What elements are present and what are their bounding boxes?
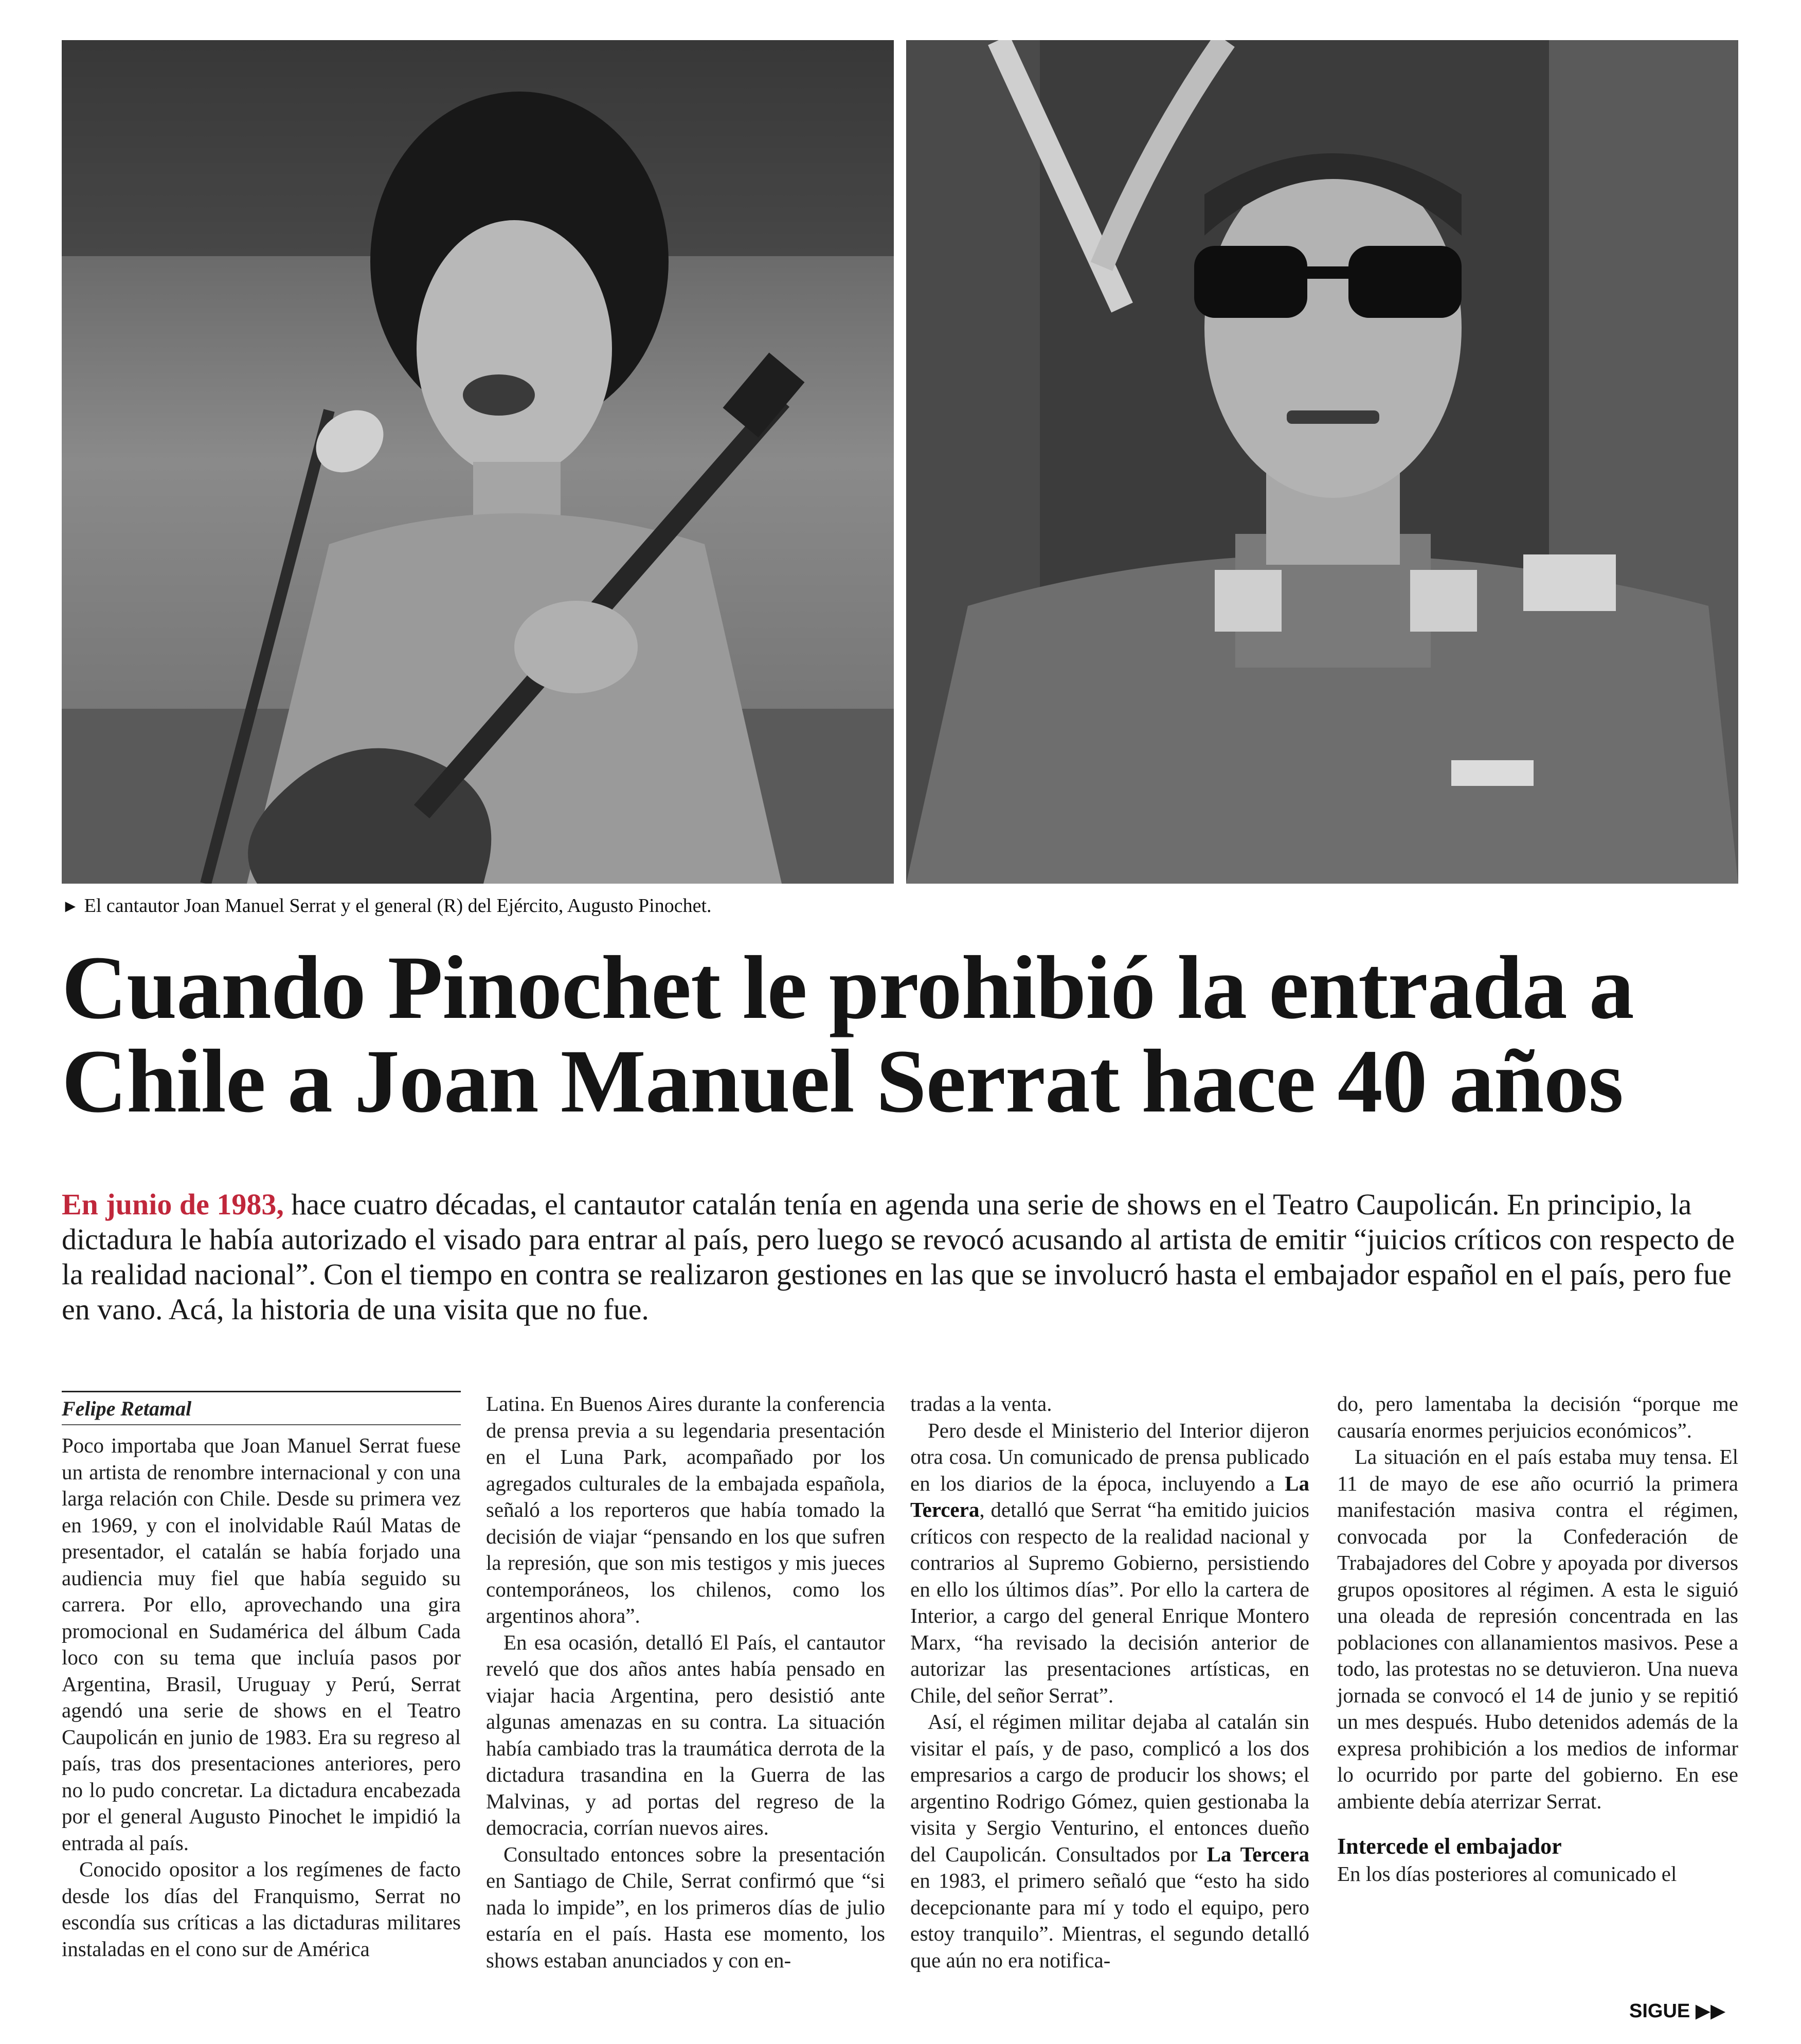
continue-marker: SIGUE ▶▶ <box>1629 2000 1726 2022</box>
paragraph-text: Así, el régimen militar dejaba al catalán sin visitar el país, y de paso, complicó a los dos empresarios a cargo de producir los shows; el argentino Rodrigo Gómez, quien gestionaba la visita y Sergio Venturino, el entonces dueño del Caupolicán. Consultados por <box>910 1710 1309 1866</box>
standfirst-lead: En junio de 1983, <box>62 1188 284 1221</box>
subheading: Intercede el embajador <box>1337 1834 1562 1859</box>
serrat-photo-illustration <box>62 40 894 884</box>
standfirst-text: hace cuatro décadas, el cantautor catalán tenía en agenda una serie de shows en el Teatro Caupolicán. En principio, la dictadura le había autorizado el visado para entrar al país, pero luego se revocó acusando al artista de emitir “juicios críticos con respecto de la realidad nacional”. Con el tiempo en contra se realizaron gestiones en las que se involucró hasta el embajador español en el país, pero fue en vano. Acá, la historia de una visita que no fue. <box>62 1188 1735 1326</box>
paragraph <box>910 1418 1309 1709</box>
caption-arrow-icon: ► <box>62 897 79 916</box>
paragraph: Consultado entonces sobre la presentación en Santiago de Chile, Serrat confirmó que “si nada lo impide”, en los primeros días de julio estaría en el país. Hasta ese momento, los shows estaban anunciados y con en- <box>486 1842 885 1972</box>
paragraph-text: en 1983, el primero señaló que “esto ha sido decepcionante para mí y todo el equipo, pero estoy tranquilo”. Mientras, el segundo detalló que aún no era notifica- <box>910 1869 1309 1972</box>
paragraph: La situación en el país estaba muy tensa. El 11 de mayo de ese año ocurrió la primera manifestación masiva contra el régimen, convocada por la Confederación de Trabajadores del Cobre y apoyada por diversos grupos opositores al régimen. A esta le siguió una oleada de represión concentrada en las poblaciones con allanamientos masivos. Pese a todo, las protestas no se detuvieron. Una nueva jornada se convocó el 14 de junio y se repitió un mes después. Hubo detenidos además de la expresa prohibición a los medios de informar lo ocurrido por parte del gobierno. En ese ambiente debía aterrizar Serrat. <box>1337 1445 1738 1813</box>
paragraph-text: , detalló que Serrat “ha emitido juicios críticos con respecto de la realidad nacional y contrarios al Supremo Gobierno, persistiendo en ello los últimos días”. Por ello la cartera de Interior, a cargo del general Enrique Montero Marx, “ha revisado la decisión anterior de autorizar las presentaciones artísticas, en Chile, del señor Serrat”. <box>910 1498 1309 1707</box>
paragraph <box>910 1709 1309 1974</box>
headline: Cuando Pinochet le prohibió la entrada a Chile a Joan Manuel Serrat hace 40 años <box>62 938 1634 1132</box>
pinochet-photo-illustration <box>906 40 1738 884</box>
article-column-2 <box>486 1391 885 1974</box>
paragraph: tradas a la venta. <box>910 1392 1052 1415</box>
photo-caption <box>62 892 1707 921</box>
article-column-4 <box>1337 1391 1738 1888</box>
photo-serrat <box>62 40 894 884</box>
newspaper-name: La Tercera <box>1206 1842 1310 1866</box>
paragraph: Poco importaba que Joan Manuel Serrat fuese un artista de renombre internacional y con una larga relación con Chile. Desde su primera vez en 1969, y con el inolvidable Raúl Matas de presentador, el catalán se había forjado una audiencia muy fiel que había seguido su carrera. Por ello, aprovechando una gira promocional en Sudamérica del álbum Cada loco con su tema que incluía pasos por Argentina, Brasil, Uruguay y Perú, Serrat agendó una serie de shows en el Teatro Caupolicán en junio de 1983. Era su regreso al país, tras dos presentaciones anteriores, pero no lo pudo concretar. La dictadura encabezada por el general Augusto Pinochet le impidió la entrada al país. <box>62 1433 461 1855</box>
paragraph: En esa ocasión, detalló El País, el cantautor reveló que dos años antes había pensado en viajar hacia Argentina, pero desistió ante algunas amenazas en su contra. La situación había cambiado tras la traumática derrota de la dictadura trasandina en la Guerra de las Malvinas, y ad portas del regreso de la democracia, corrían nuevos aires. <box>486 1630 885 1839</box>
paragraph: En los días posteriores al comunicado el <box>1337 1862 1677 1886</box>
byline: Felipe Retamal <box>62 1391 461 1425</box>
article-column-1 <box>62 1391 461 1962</box>
caption-text: El cantautor Joan Manuel Serrat y el general (R) del Ejército, Augusto Pinochet. <box>84 895 712 917</box>
newspaper-name: La Tercera <box>910 1471 1309 1521</box>
standfirst <box>62 1187 1739 1327</box>
paragraph-text: Pero desde el Ministerio del Interior dijeron otra cosa. Un comunicado de prensa publicado en los diarios de la época, incluyendo a <box>910 1418 1309 1495</box>
paragraph: Latina. En Buenos Aires durante la conferencia de prensa previa a su legendaria presentación en el Luna Park, acompañado por los agregados culturales de la embajada española, señaló a los reporteros que había tomado la decisión de viajar “pensando en los que sufren la represión, que son mis testigos y mis jueces contemporáneos, los chilenos, como los argentinos ahora”. <box>486 1392 885 1627</box>
paragraph: do, pero lamentaba la decisión “porque me causaría enormes perjuicios económicos”. <box>1337 1392 1738 1442</box>
article-column-3 <box>910 1391 1309 1974</box>
photo-pinochet <box>906 40 1738 884</box>
paragraph: Conocido opositor a los regímenes de facto desde los días del Franquismo, Serrat no escondía sus críticas a las dictaduras militares instaladas en el cono sur de América <box>62 1857 461 1961</box>
